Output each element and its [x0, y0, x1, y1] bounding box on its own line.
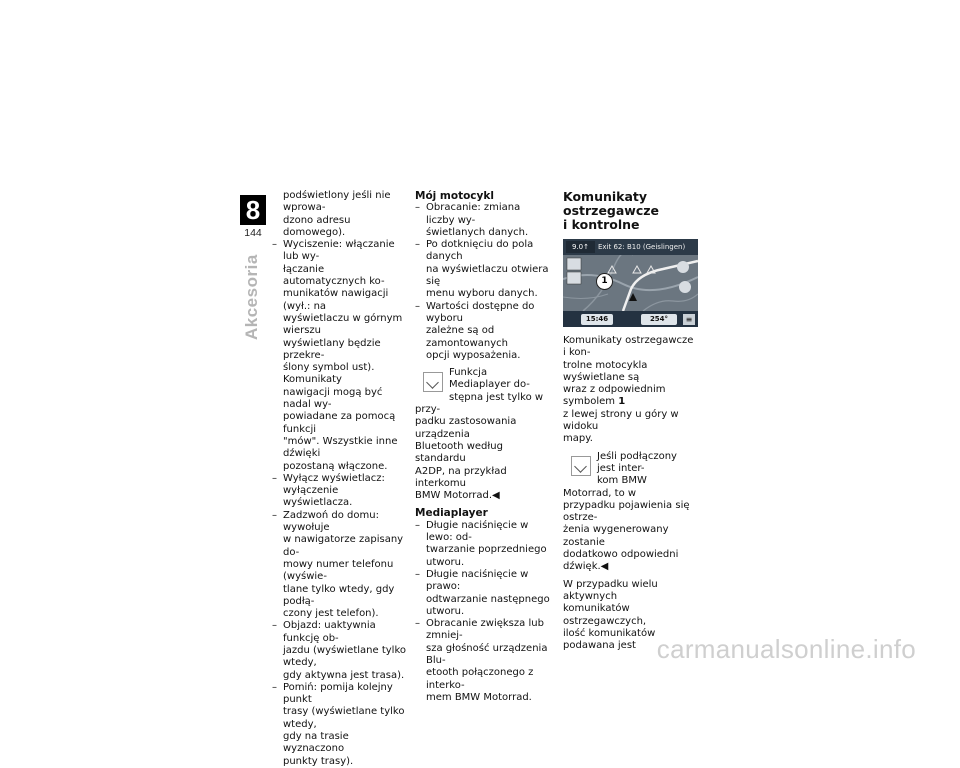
map-time-readout: 15:46: [581, 314, 613, 325]
map-exit-label: Exit 62: B10 (Geislingen): [598, 243, 686, 251]
callout-marker: 1: [596, 273, 613, 290]
text-line: [563, 384, 698, 409]
map-top-bar: [563, 239, 698, 255]
text-line: mowy numer telefonu (wyświe-: [283, 558, 394, 583]
text-line: świetlanych danych.: [426, 226, 529, 238]
text-line: padku zastosowania urządzenia: [415, 416, 517, 440]
text-line: na wyświetlaczu otwiera się: [426, 263, 549, 288]
text-line: – Wyciszenie: włączanie lub wy-: [283, 239, 395, 263]
map-heading-readout: 254°: [641, 314, 677, 325]
list-item: [272, 473, 408, 510]
text-line: – Objazd: uaktywnia funkcję ob-: [283, 620, 376, 644]
column-2: [415, 190, 550, 704]
text-line: jazdu (wyświetlane tylko wtedy,: [283, 644, 407, 669]
info-note: [563, 451, 698, 574]
text-line: – Długie naciśnięcie w prawo:: [426, 568, 529, 593]
text-line: ślony symbol ust). Komunikaty: [283, 362, 375, 386]
text-line: mapy.: [563, 433, 593, 445]
callout-reference: 1: [618, 396, 626, 408]
text-line: – Wartości dostępne do wyboru: [426, 300, 535, 324]
text-line: munikatów nawigacji (wył.: na: [283, 288, 389, 312]
text-line: w nawigatorze zapisany do-: [283, 534, 404, 558]
text-line: z lewej strony u góry w widoku: [563, 408, 679, 433]
list-item: [272, 620, 408, 681]
watermark-text: carmanualsonline.info: [656, 634, 916, 664]
text-line: pozostaną włączone.: [283, 460, 388, 472]
list-item: [415, 202, 550, 239]
menu-icon: ≡: [683, 314, 695, 325]
text-line: wyświetlany będzie przekre-: [283, 337, 381, 361]
text-line: mem BMW Motorrad.: [426, 691, 532, 703]
text-line: – Po dotknięciu do pola danych: [426, 239, 534, 263]
text-line: Funkcja Mediaplayer do-: [449, 367, 530, 391]
text-line: wyświetlacza.: [283, 497, 353, 509]
text-line: – Długie naciśnięcie w lewo: od-: [426, 519, 529, 544]
text-line: dodatkowo odpowiedni dźwięk.◀: [563, 549, 679, 573]
chapter-number: 8: [240, 195, 266, 225]
info-check-icon: [423, 372, 443, 392]
text-line: utworu.: [426, 605, 465, 617]
text-line: tlane tylko wtedy, gdy podłą-: [283, 583, 395, 607]
section-label: Akcesoria: [242, 254, 261, 340]
list-item: [272, 239, 408, 473]
list-item: [415, 569, 550, 618]
text-line: łączanie automatycznych ko-: [283, 263, 385, 288]
text-span: wraz z odpowiednim symbolem: [563, 384, 666, 408]
text-line: zależne są od zamontowanych: [426, 325, 509, 349]
text-line: podświetlony jeśli nie wprowa-: [283, 190, 391, 214]
section-heading-my-motorcycle: Mój motocykl: [415, 190, 494, 202]
paragraph: [563, 335, 698, 446]
heading-line: i kontrolne: [563, 217, 640, 232]
text-line: "mów". Wszystkie inne dźwięki: [283, 435, 398, 460]
text-line: W przypadku wielu aktywnych: [563, 578, 658, 602]
text-line: odtwarzanie następnego: [426, 593, 550, 605]
text-line: wyświetlaczu w górnym wierszu: [283, 312, 403, 337]
text-line: kom BMW Motorrad, to w: [563, 475, 647, 499]
list-item: [272, 682, 408, 768]
page-number: 144: [244, 227, 262, 239]
text-line: twarzanie poprzedniego utworu.: [426, 544, 547, 568]
text-line: – Pomiń: pomija kolejny punkt: [283, 681, 393, 706]
text-line: – Obracanie zwiększa lub zmniej-: [426, 618, 544, 642]
text-line: trolne motocykla wyświetlane są: [563, 359, 648, 383]
navigation-map-screenshot: [563, 239, 698, 327]
map-bottom-bar: [563, 311, 698, 327]
text-line: ilość komunikatów podawana jest: [563, 627, 656, 652]
text-line: gdy na trasie wyznaczono: [283, 731, 349, 755]
text-line: – Wyłącz wyświetlacz: wyłączenie: [283, 472, 385, 497]
text-line: przypadku pojawienia się ostrze-: [563, 499, 690, 524]
text-line: opcji wyposażenia.: [426, 349, 521, 361]
text-line: powiadane za pomocą funkcji: [283, 411, 396, 435]
text-line: menu wyboru danych.: [426, 288, 538, 300]
list-item: [272, 510, 408, 621]
text-line: punkty trasy).: [283, 755, 354, 767]
info-note: [415, 367, 550, 502]
text-line: gdy aktywna jest trasa).: [283, 669, 405, 681]
text-line: Jeśli podłączony jest inter-: [597, 450, 677, 474]
text-line: BMW Motorrad.◀: [415, 490, 500, 502]
info-check-icon: [571, 456, 591, 476]
list-item: [415, 239, 550, 300]
text-line: żenia wygenerowany zostanie: [563, 524, 669, 548]
list-item: [415, 618, 550, 704]
text-line: komunikatów ostrzegawczych,: [563, 603, 647, 627]
text-line: sza głośność urządzenia Blu-: [426, 642, 548, 666]
text-line: – Obracanie: zmiana liczby wy-: [426, 202, 521, 226]
section-heading-warnings: [563, 190, 698, 232]
text-line: Bluetooth według standardu: [415, 440, 503, 465]
text-line: etooth połączonego z interko-: [426, 667, 534, 691]
text-line: trasy (wyświetlane tylko wtedy,: [283, 706, 405, 730]
column-3: [563, 190, 698, 652]
text-line: stępna jest tylko w przy-: [415, 391, 544, 416]
text-line: Komunikaty ostrzegawcze i kon-: [563, 335, 694, 359]
text-line: nawigacji mogą być nadal wy-: [283, 386, 383, 411]
heading-line: Komunikaty ostrzegawcze: [563, 189, 660, 218]
list-item: [415, 301, 550, 362]
text-line: A2DP, na przykład interkomu: [415, 465, 507, 489]
section-heading-mediaplayer: Mediaplayer: [415, 507, 488, 520]
map-distance-readout: 9.0↑: [566, 241, 595, 253]
text-line: – Zadzwoń do domu: wywołuje: [283, 509, 379, 534]
text-line: dzono adresu domowego).: [283, 214, 351, 238]
text-line: czony jest telefon).: [283, 608, 379, 620]
column-1: [272, 190, 408, 768]
list-item: [415, 520, 550, 569]
